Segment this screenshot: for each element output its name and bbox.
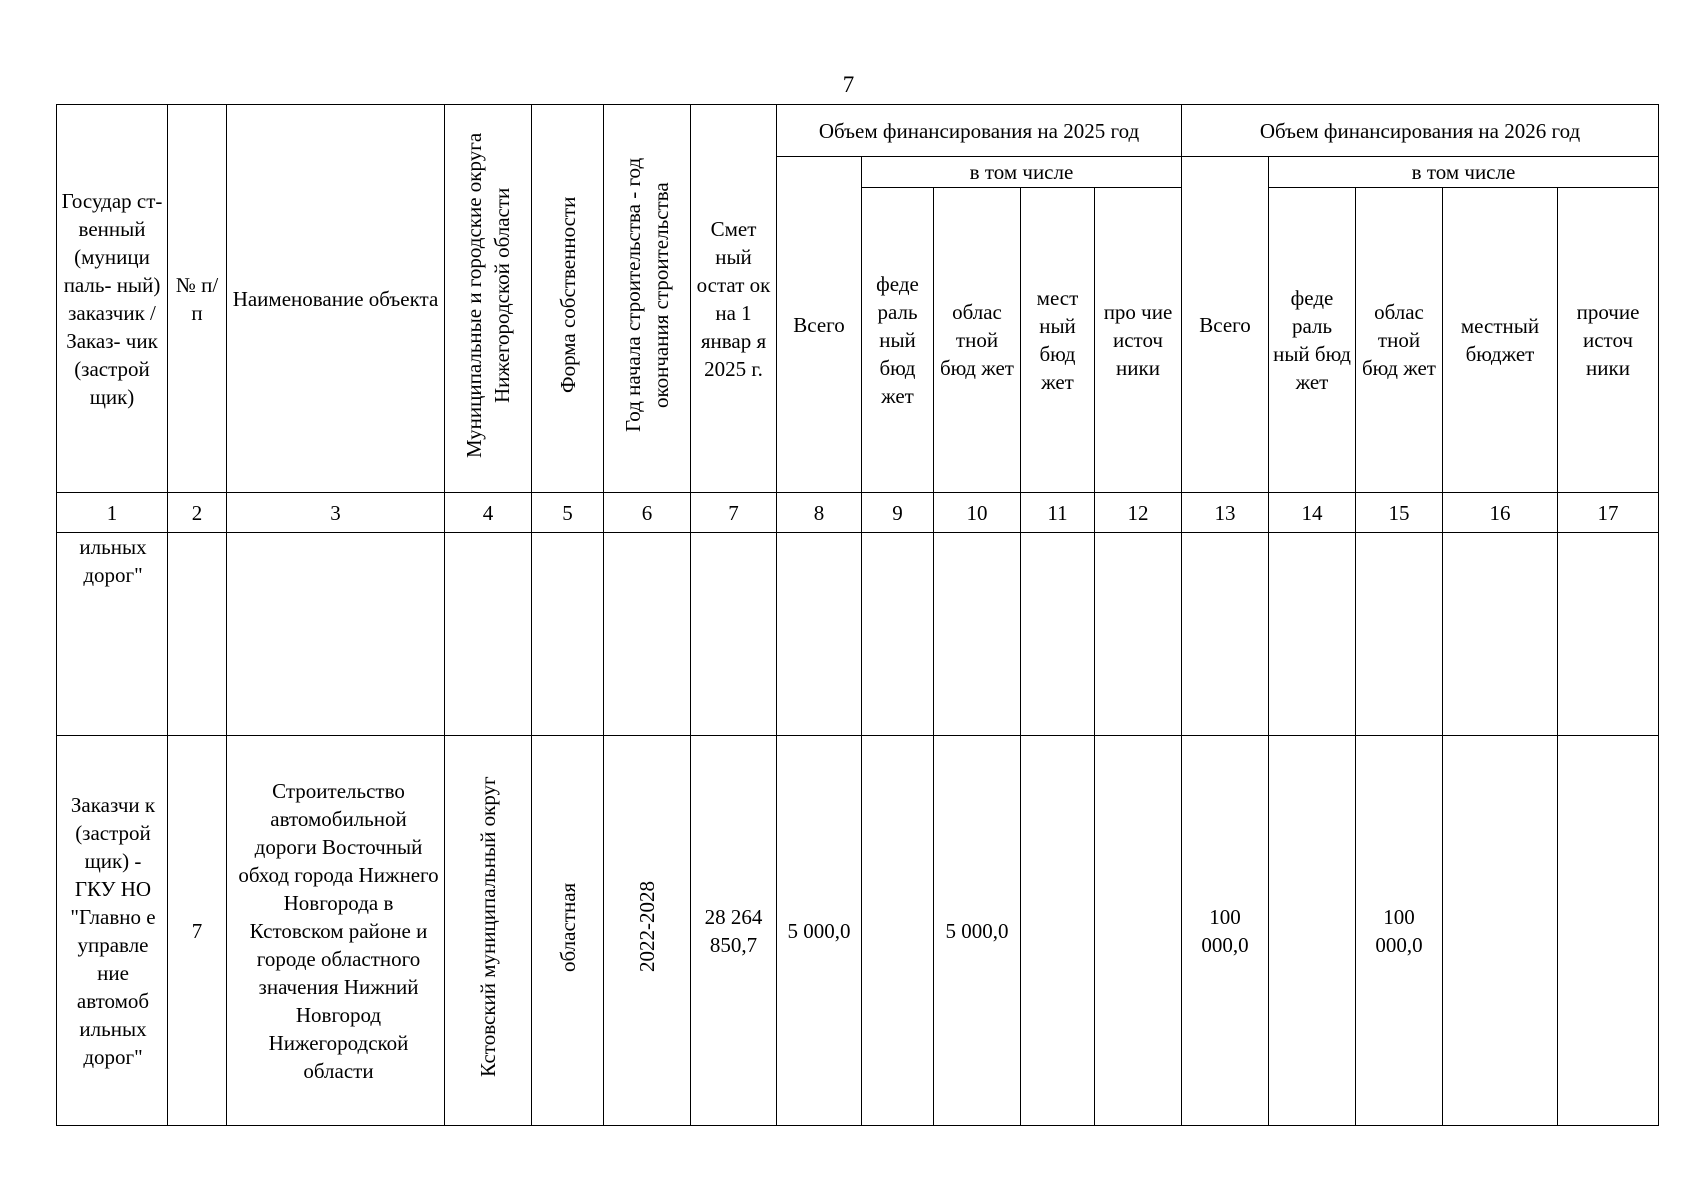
cell-other-2026	[1558, 533, 1659, 736]
cell-mest-2025	[1021, 533, 1095, 736]
header-remainder: Смет ный остат ок на 1 январ я 2025 г.	[691, 105, 777, 493]
cell-total-2025: 5 000,0	[777, 736, 862, 1126]
col-number: 1	[57, 493, 168, 533]
col-number: 6	[604, 493, 691, 533]
cell-fed-2025	[862, 533, 934, 736]
cell-num: 7	[168, 736, 227, 1126]
header-incl-2025: в том числе	[862, 157, 1182, 188]
cell-total-2025	[777, 533, 862, 736]
header-total-2025: Всего	[777, 157, 862, 493]
header-district: Муниципальные и городские округа Нижегородской области	[445, 105, 532, 493]
header-other-2025: про чие источ ники	[1095, 188, 1182, 493]
cell-fed-2026	[1269, 736, 1356, 1126]
header-group-2026: Объем финансирования на 2026 год	[1182, 105, 1659, 157]
col-number: 13	[1182, 493, 1269, 533]
col-number: 17	[1558, 493, 1659, 533]
cell-years	[604, 533, 691, 736]
col-number: 9	[862, 493, 934, 533]
col-number: 8	[777, 493, 862, 533]
cell-other-2026	[1558, 736, 1659, 1126]
column-number-row	[57, 493, 1659, 533]
cell-total-2026	[1182, 533, 1269, 736]
cell-other-2025	[1095, 736, 1182, 1126]
table-row	[57, 736, 1659, 1126]
header-num: № п/п	[168, 105, 227, 493]
cell-district: Кстовский муниципальный округ	[445, 736, 532, 1126]
col-number: 14	[1269, 493, 1356, 533]
col-number: 4	[445, 493, 532, 533]
col-number: 5	[532, 493, 604, 533]
header-fed-2026: феде раль ный бюд жет	[1269, 188, 1356, 493]
col-number: 3	[227, 493, 445, 533]
header-fed-2025: феде раль ный бюд жет	[862, 188, 934, 493]
col-number: 11	[1021, 493, 1095, 533]
header-other-2026: прочие источ ники	[1558, 188, 1659, 493]
cell-obl-2025: 5 000,0	[934, 736, 1021, 1126]
header-group-2025: Объем финансирования на 2025 год	[777, 105, 1182, 157]
header-row-1	[57, 105, 1659, 157]
cell-name	[227, 533, 445, 736]
header-object-name: Наименование объекта	[227, 105, 445, 493]
header-incl-2026: в том числе	[1269, 157, 1659, 188]
header-obl-2026: облас тной бюд жет	[1356, 188, 1443, 493]
cell-total-2026: 100 000,0	[1182, 736, 1269, 1126]
cell-obl-2026	[1356, 533, 1443, 736]
col-number: 16	[1443, 493, 1558, 533]
header-mest-2025: мест ный бюд жет	[1021, 188, 1095, 493]
cell-obl-2025	[934, 533, 1021, 736]
col-number: 12	[1095, 493, 1182, 533]
table-row	[57, 533, 1659, 736]
header-total-2026: Всего	[1182, 157, 1269, 493]
cell-customer: ильных дорог"	[57, 533, 168, 736]
header-years: Год начала строительства - год окончания строительства	[604, 105, 691, 493]
cell-remainder: 28 264 850,7	[691, 736, 777, 1126]
cell-mest-2025	[1021, 736, 1095, 1126]
financing-table	[56, 104, 1659, 1126]
page-number: 7	[842, 72, 855, 97]
header-ownership: Форма собственности	[532, 105, 604, 493]
cell-remainder	[691, 533, 777, 736]
col-number: 15	[1356, 493, 1443, 533]
cell-mest-2026	[1443, 533, 1558, 736]
cell-obl-2026: 100 000,0	[1356, 736, 1443, 1126]
col-number: 10	[934, 493, 1021, 533]
header-obl-2025: облас тной бюд жет	[934, 188, 1021, 493]
header-mest-2026: местный бюджет	[1443, 188, 1558, 493]
cell-mest-2026	[1443, 736, 1558, 1126]
cell-ownership	[532, 533, 604, 736]
cell-ownership: областная	[532, 736, 604, 1126]
header-customer: Государ ст- венный (муници паль- ный) заказчик / Заказ- чик (застрой щик)	[57, 105, 168, 493]
cell-district	[445, 533, 532, 736]
cell-fed-2025	[862, 736, 934, 1126]
col-number: 7	[691, 493, 777, 533]
cell-customer: Заказчи к (застрой щик) - ГКУ НО "Главно е управле ние автомоб ильных дорог"	[57, 736, 168, 1126]
cell-name: Строительство автомобильной дороги Восточный обход города Нижнего Новгорода в Кстовском районе и городе областного значения Нижний Новгород Нижегородской области	[227, 736, 445, 1126]
cell-years: 2022-2028	[604, 736, 691, 1126]
cell-other-2025	[1095, 533, 1182, 736]
cell-fed-2026	[1269, 533, 1356, 736]
cell-num	[168, 533, 227, 736]
col-number: 2	[168, 493, 227, 533]
